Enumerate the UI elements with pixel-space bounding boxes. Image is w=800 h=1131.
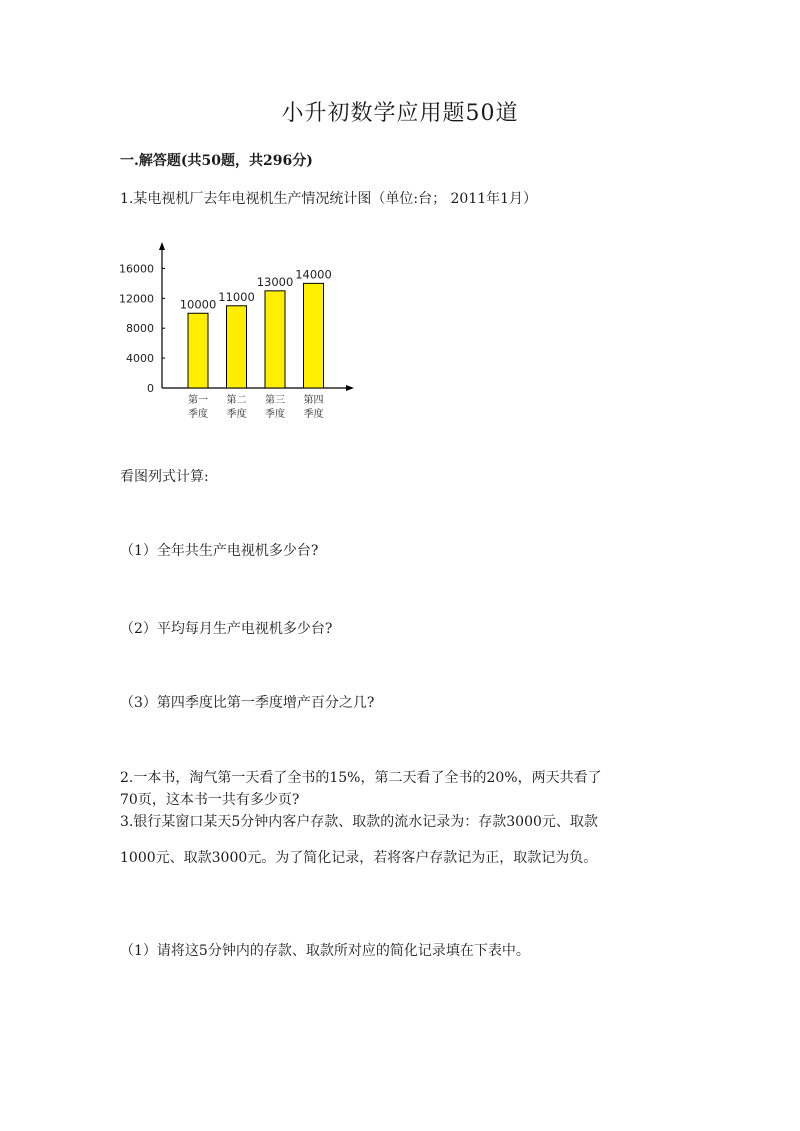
bar-chart [112, 236, 372, 431]
bar [188, 313, 208, 388]
data-label: 14000 [295, 267, 332, 282]
bar [304, 283, 324, 388]
y-tick-label: 16000 [119, 262, 154, 276]
page-title: 小升初数学应用题50道 [281, 101, 519, 126]
x-tick-label: 季度 [265, 409, 285, 420]
y-tick-label: 4000 [126, 352, 154, 366]
section-heading: 一.解答题(共50题，共296分) [120, 153, 313, 169]
x-tick-label: 第二 [226, 395, 247, 406]
bar [227, 306, 247, 388]
question-1-text: 1.某电视机厂去年电视机生产情况统计图（单位:台； 2011年1月） [120, 191, 538, 207]
question-1-sub-2: （2）平均每月生产电视机多少台? [120, 621, 333, 637]
x-tick-label: 第一 [188, 395, 208, 406]
bar [265, 291, 285, 388]
question-2-line-2: 70页，这本书一共有多少页? [120, 792, 300, 808]
x-tick-label: 第四 [303, 395, 324, 406]
data-label: 10000 [179, 297, 217, 312]
question-1-sub-1: （1）全年共生产电视机多少台? [120, 543, 319, 559]
data-label: 13000 [256, 274, 294, 289]
question-3-line-2: 1000元、取款3000元。为了简化记录，若将客户存款记为正，取款记为负。 [120, 850, 598, 866]
y-tick-label: 8000 [126, 322, 154, 336]
x-axis-arrow [346, 385, 354, 391]
question-2-line-1: 2.一本书，淘气第一天看了全书的15%，第二天看了全书的20%，两天共看了 [120, 770, 602, 786]
x-tick-label: 季度 [303, 409, 324, 420]
question-3-sub-1: （1）请将这5分钟内的存款、取款所对应的简化记录填在下表中。 [120, 943, 530, 959]
question-3-line-1: 3.银行某窗口某天5分钟内客户存款、取款的流水记录为：存款3000元、取款 [120, 814, 598, 830]
y-tick-label: 0 [147, 382, 154, 395]
x-tick-label: 季度 [188, 409, 208, 420]
x-tick-label: 第三 [265, 395, 285, 406]
bar-chart-svg [112, 236, 372, 431]
x-tick-label: 季度 [226, 409, 247, 420]
y-axis-arrow [159, 242, 165, 250]
question-1-sub-3: （3）第四季度比第一季度增产百分之几? [120, 695, 375, 711]
question-1-instruction: 看图列式计算: [120, 469, 209, 485]
data-label: 11000 [218, 289, 255, 304]
y-tick-label: 12000 [119, 292, 154, 306]
